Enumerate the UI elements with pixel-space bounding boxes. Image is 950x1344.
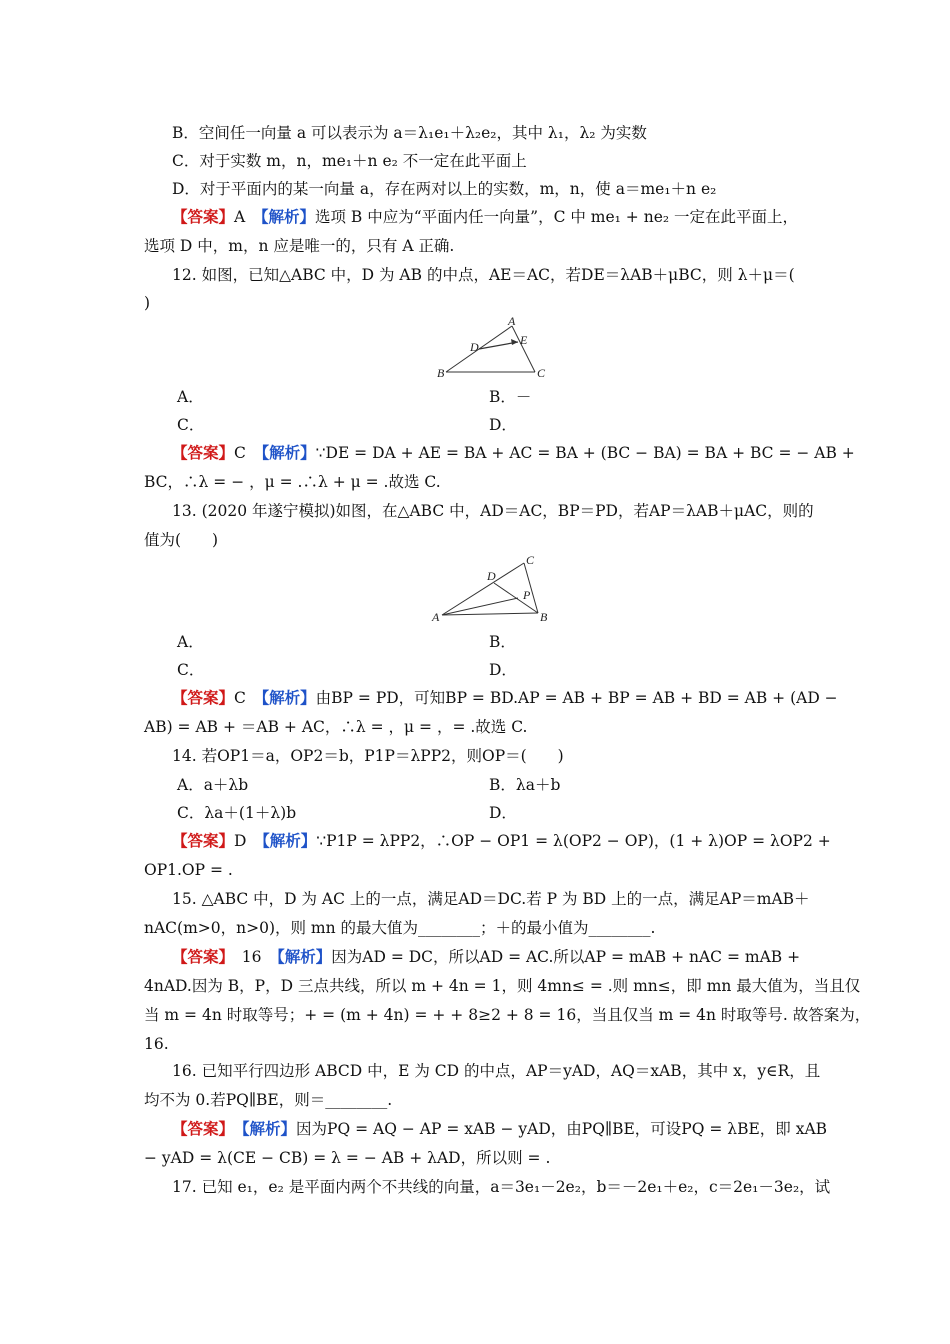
- q11-option-d: D．对于平面内的某一向量 a，存在两对以上的实数，m，n，使 a＝me₁＋n e₂: [172, 180, 717, 198]
- answer-value: 16: [226, 948, 277, 966]
- answer-label: 【答案】: [172, 443, 235, 462]
- q16-stem-cont: 均不为 0.若PQ∥BE，则＝________.: [144, 1091, 393, 1109]
- q15-stem-cont: nAC(m>0，n>0)，则 mn 的最大值为________；＋的最小值为________.: [144, 919, 656, 937]
- fig12-label-b: B: [437, 366, 445, 380]
- triangle-figure-q12: [432, 314, 552, 382]
- q12-option-c: C．: [177, 416, 205, 434]
- analysis-text: 由BP = PD，可知BP = BD.AP = AB + BP = AB + BD = AB + (AD −: [315, 689, 838, 707]
- fig12-label-a: A: [508, 314, 516, 328]
- fig13-label-c: C: [526, 553, 535, 567]
- answer-label: 【答案】: [172, 1119, 227, 1138]
- fig12-label-c: C: [537, 366, 546, 380]
- q14-option-a: A．a＋λb: [177, 776, 249, 794]
- fig13-label-b: B: [540, 610, 548, 624]
- q14-option-c: C．λa＋(1＋λ)b: [177, 804, 297, 822]
- answer-value: [226, 1120, 242, 1138]
- analysis-text: ∵P1P = λPP2，∴OP − OP1 = λ(OP2 − OP)，(1 + λ)OP = λOP2 +: [316, 832, 831, 850]
- q14-stem: 14. 若OP1＝a，OP2＝b，P1P＝λPP2，则OP＝( ): [172, 747, 564, 765]
- analysis-text: 选项 B 中应为“平面内任一向量”，C 中 me₁ + ne₂ 一定在此平面上，: [314, 208, 799, 226]
- answer-value: C: [234, 689, 262, 707]
- q11-option-c: C．对于实数 m，n，me₁＋n e₂ 不一定在此平面上: [172, 152, 527, 170]
- analysis-label: 【解析】: [261, 831, 317, 850]
- fig13-label-d: D: [487, 569, 496, 583]
- q16-stem: 16. 已知平行四边形 ABCD 中，E 为 CD 的中点，AP＝yAD，AQ＝xAB，其中 x，y∈R，且: [172, 1062, 821, 1080]
- answer-label: 【答案】: [172, 831, 235, 850]
- answer-label: 【答案】: [172, 947, 227, 966]
- q13-option-c: C．: [177, 661, 205, 679]
- q14-analysis-cont: OP1.OP = .: [144, 861, 233, 879]
- q13-stem: 13. (2020 年遂宁模拟)如图，在△ABC 中，AD＝AC，BP＝PD，若AP＝λAB＋μAC，则的: [172, 502, 814, 520]
- fig12-label-e: E: [520, 333, 528, 347]
- q13-stem-cont: 值为( ): [144, 531, 219, 549]
- q13-analysis-cont: AB) = AB + ＝AB + AC，∴λ = ，μ = ，= .故选 C.: [144, 718, 528, 736]
- q12-analysis-cont: BC，∴λ = − ，μ = .∴λ + μ = .故选 C.: [144, 473, 441, 491]
- answer-value: C: [234, 444, 262, 462]
- analysis-label: 【解析】: [261, 688, 316, 707]
- answer-label: 【答案】: [172, 207, 235, 226]
- q12-option-a: A．: [177, 388, 204, 406]
- q17-stem: 17. 已知 e₁，e₂ 是平面内两个不共线的向量，a＝3e₁－2e₂，b＝－2e₁＋e₂，c＝2e₁－3e₂，试: [172, 1178, 831, 1196]
- q15-analysis-cont-3: 16.: [144, 1035, 169, 1053]
- analysis-text: 因为PQ = AQ − AP = xAB − yAD，由PQ∥BE，可设PQ = λBE，即 xAB: [296, 1120, 828, 1138]
- answer-value: D: [234, 832, 262, 850]
- q14-answer-line: [172, 831, 831, 851]
- q15-analysis-cont-1: 4nAD.因为 B，P，D 三点共线，所以 m + 4n = 1，则 4mn≤ = .则 mn≤，即 mn 最大值为，当且仅: [144, 977, 861, 995]
- analysis-text: 因为AD = DC，所以AD = AC.所以AP = mAB + nAC = mAB +: [331, 948, 801, 966]
- analysis-text: ∵DE = DA + AE = BA + AC = BA + (BC − BA) = BA + BC = − AB +: [315, 444, 855, 462]
- answer-value: A: [234, 208, 261, 226]
- q15-analysis-cont-2: 当 m = 4n 时取等号；+ = (m + 4n) = + + 8≥2 + 8 = 16，当且仅当 m = 4n 时取等号. 故答案为，: [144, 1006, 871, 1024]
- analysis-label: 【解析】: [277, 947, 332, 966]
- q11-answer-line: [172, 207, 798, 227]
- analysis-label: 【解析】: [261, 443, 316, 462]
- q15-answer-line: [172, 947, 800, 967]
- triangle-figure-q13: [428, 553, 558, 625]
- q12-option-d: D．: [489, 416, 517, 434]
- q14-option-b: B．λa＋b: [489, 776, 561, 794]
- q13-answer-line: [172, 688, 838, 708]
- answer-label: 【答案】: [172, 688, 235, 707]
- fig13-label-a: A: [432, 610, 440, 624]
- q15-stem: 15. △ABC 中，D 为 AC 上的一点，满足AD＝DC.若 P 为 BD 上的一点，满足AP＝mAB＋: [172, 890, 810, 908]
- q16-analysis-cont: − yAD = λ(CE − CB) = λ = − AB + λAD，所以则 = .: [144, 1149, 551, 1167]
- fig13-label-p: P: [523, 588, 531, 602]
- q13-option-b: B．: [489, 633, 516, 651]
- analysis-label: 【解析】: [241, 1119, 297, 1138]
- q13-option-d: D．: [489, 661, 517, 679]
- q13-option-a: A．: [177, 633, 204, 651]
- fig12-label-d: D: [470, 340, 479, 354]
- q11-analysis-cont: 选项 D 中，m，n 应是唯一的，只有 A 正确.: [144, 237, 455, 255]
- q12-answer-line: [172, 443, 855, 463]
- analysis-label: 【解析】: [260, 207, 315, 226]
- q14-option-d: D．: [489, 804, 517, 822]
- q12-stem: 12. 如图，已知△ABC 中，D 为 AB 的中点，AE＝AC，若DE＝λAB＋μBC，则 λ＋μ＝(: [172, 266, 795, 284]
- q11-option-b: B．空间任一向量 a 可以表示为 a＝λ₁e₁＋λ₂e₂，其中 λ₁，λ₂ 为实数: [172, 124, 647, 142]
- q12-option-b: B．－: [489, 388, 532, 406]
- q16-answer-line: [172, 1119, 827, 1139]
- q12-stem-cont: ): [144, 294, 151, 312]
